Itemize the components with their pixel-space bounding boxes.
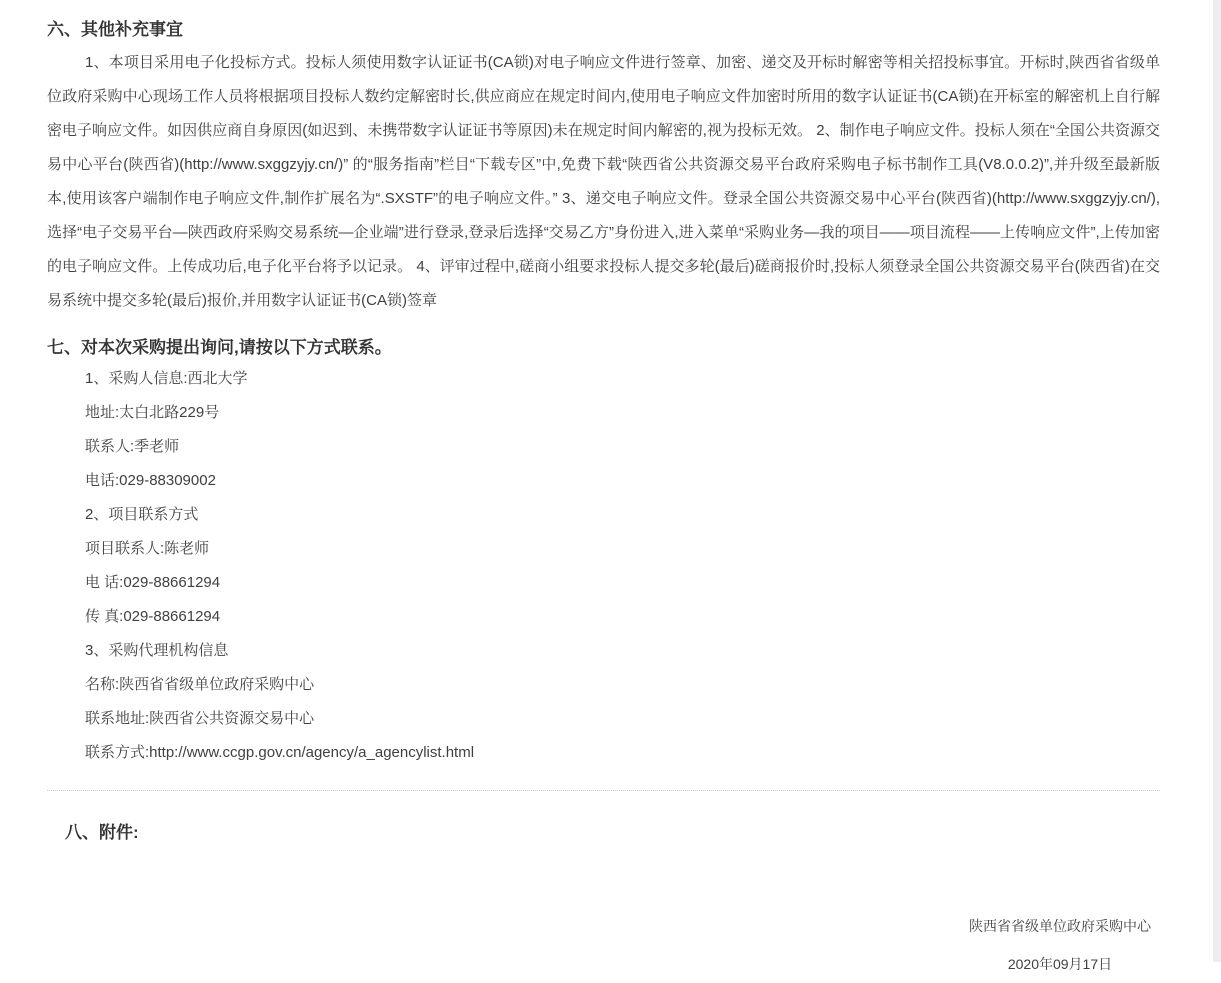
contact-line-address: 地址:太白北路229号 — [85, 404, 220, 421]
contact-line-project-phone: 电 话:029-88661294 — [85, 574, 221, 591]
contact-line-agency-title: 3、采购代理机构信息 — [85, 642, 229, 659]
contact-line-agency-name: 名称:陕西省省级单位政府采购中心 — [85, 676, 315, 693]
section6-heading: 六、其他补充事宜 — [47, 20, 183, 39]
contact-line-purchaser: 1、采购人信息:西北大学 — [85, 370, 248, 387]
contact-list — [85, 362, 1160, 770]
section6-paragraph: 1、本项目采用电子化投标方式。投标人须使用数字认证证书(CA锁)对电子响应文件进行签章、加密、递交及开标时解密等相关招投标事宜。开标时,陕西省省级单位政府采购中心现场工作人员将根据项目投标人数约定解密时长,供应商应在规定时间内,使用电子响应文件加密时所用的数字认证证书(CA锁)在开标室的解密机上自行解密电子响应文件。如因供应商自身原因(如迟到、未携带数字认证证书等原因)未在规定时间内解密的,视为投标无效。 2、制作电子响应文件。投标人须在“全国公共资源交易中心平台(陕西省)(http://www.sxggzyjy.cn/)” 的“服务指南”栏目“下载专区”中,免费下载“陕西省公共资源交易平台政府采购电子标书制作工具(V8.0.0.2)”,并升级至最新版本,使用该客户端制作电子响应文件,制作扩展名为“.SXSTF”的电子响应文件。” 3、递交电子响应文件。登录全国公共资源交易中心平台(陕西省)(http://www.sxggzyjy.cn/),选择“电子交易平台—陕西政府采购交易系统—企业端”进行登录,登录后选择“交易乙方”身份进入,进入菜单“采购业务—我的项目——项目流程——上传响应文件”,上传加密的电子响应文件。上传成功后,电子化平台将予以记录。 4、评审过程中,磋商小组要求投标人提交多轮(最后)磋商报价时,投标人须登录全国公共资源交易平台(陕西省)在交易系统中提交多轮(最后)报价,并用数字认证证书(CA锁)签章 — [47, 54, 1160, 309]
publish-date: 2020年09月17日 — [1007, 956, 1113, 972]
scrollbar-track[interactable] — [1213, 0, 1221, 962]
contact-line-project-person: 项目联系人:陈老师 — [85, 540, 210, 557]
contact-line-phone: 电话:029-88309002 — [85, 472, 216, 489]
contact-line-contact-person: 联系人:季老师 — [85, 438, 180, 455]
contact-line-project-contact-title: 2、项目联系方式 — [85, 506, 199, 523]
section7-heading: 七、对本次采购提出询问,请按以下方式联系。 — [47, 338, 392, 357]
signature-block — [960, 907, 1160, 983]
section8-heading: 八、附件: — [65, 823, 139, 842]
contact-line-agency-address: 联系地址:陕西省公共资源交易中心 — [85, 710, 315, 727]
signer-name: 陕西省省级单位政府采购中心 — [969, 918, 1151, 934]
dotted-divider — [47, 790, 1160, 791]
contact-line-project-fax: 传 真:029-88661294 — [85, 608, 221, 625]
contact-line-agency-url: 联系方式:http://www.ccgp.gov.cn/agency/a_agencylist.html — [85, 744, 475, 761]
